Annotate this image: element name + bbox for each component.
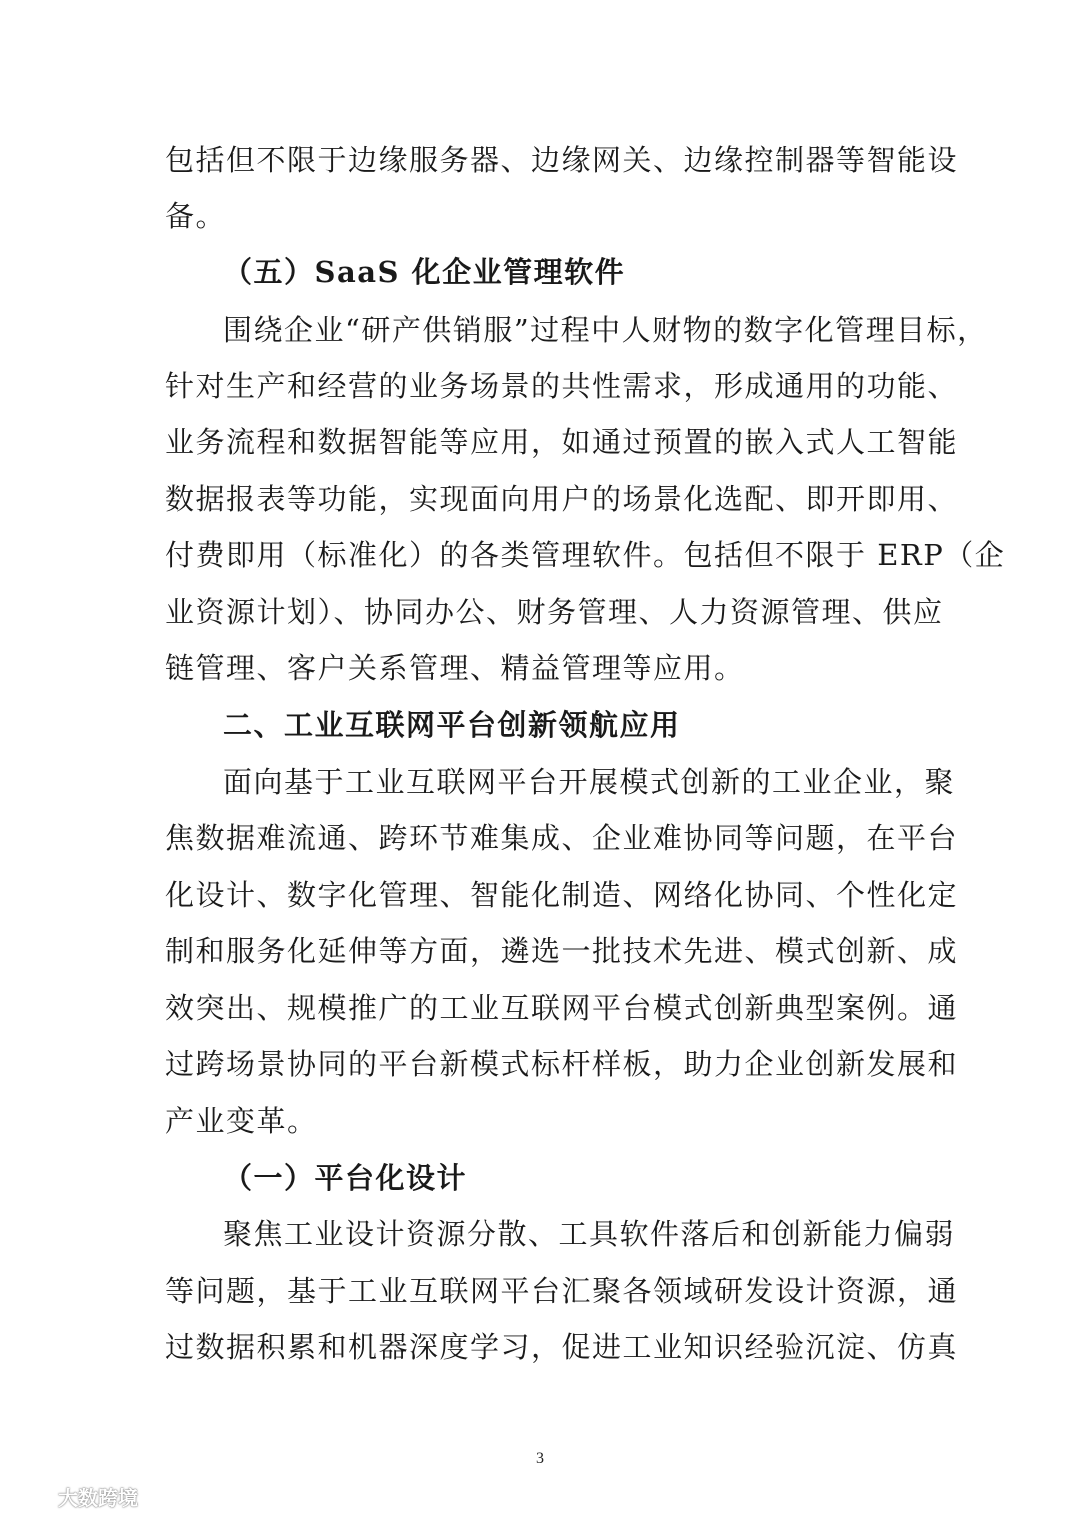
body-text-line: 备。: [165, 199, 227, 233]
body-text-line: 数据报表等功能，实现面向用户的场景化选配、即开即用、: [165, 482, 959, 516]
body-text-line: 等问题，基于工业互联网平台汇聚各领域研发设计资源，通: [165, 1274, 959, 1308]
body-text-line: 焦数据难流通、跨环节难集成、企业难协同等问题，在平台: [165, 821, 959, 855]
body-text-line: 制和服务化延伸等方面，遴选一批技术先进、模式创新、成: [165, 934, 959, 968]
body-text-line: 面向基于工业互联网平台开展模式创新的工业企业，聚: [223, 765, 956, 799]
chat-bubble-icon: [12, 1484, 54, 1510]
body-text-line: 包括但不限于边缘服务器、边缘网关、边缘控制器等智能设: [165, 143, 959, 177]
body-text-line: 产业变革。: [165, 1104, 318, 1138]
body-text-line: 付费即用（标准化）的各类管理软件。包括但不限于 ERP（企: [165, 538, 1006, 572]
body-text-line: 化设计、数字化管理、智能化制造、网络化协同、个性化定: [165, 878, 959, 912]
body-text-line: 针对生产和经营的业务场景的共性需求，形成通用的功能、: [165, 369, 959, 403]
watermark: [12, 1482, 138, 1511]
body-text-line: 过跨场景协同的平台新模式标杆样板，助力企业创新发展和: [165, 1047, 959, 1081]
watermark-text: 大数跨境: [58, 1486, 138, 1510]
body-text-line: 过数据积累和机器深度学习，促进工业知识经验沉淀、仿真: [165, 1330, 959, 1364]
body-text-line: 效突出、规模推广的工业互联网平台模式创新典型案例。通: [165, 991, 959, 1025]
body-text-line: 业资源计划）、协同办公、财务管理、人力资源管理、供应: [165, 595, 944, 629]
chapter-heading-platform-innovation: 二、工业互联网平台创新领航应用: [223, 708, 681, 742]
body-text-line: 链管理、客户关系管理、精益管理等应用。: [165, 651, 745, 685]
section-heading-platform-design: （一）平台化设计: [223, 1161, 468, 1195]
body-text-line: 围绕企业“研产供销服”过程中人财物的数字化管理目标，: [223, 313, 988, 347]
body-text-line: 聚焦工业设计资源分散、工具软件落后和创新能力偏弱: [223, 1217, 956, 1251]
section-heading-saas: （五）SaaS 化企业管理软件: [223, 255, 626, 289]
page-number: 3: [536, 1450, 544, 1467]
body-text-line: 业务流程和数据智能等应用，如通过预置的嵌入式人工智能: [165, 425, 959, 459]
